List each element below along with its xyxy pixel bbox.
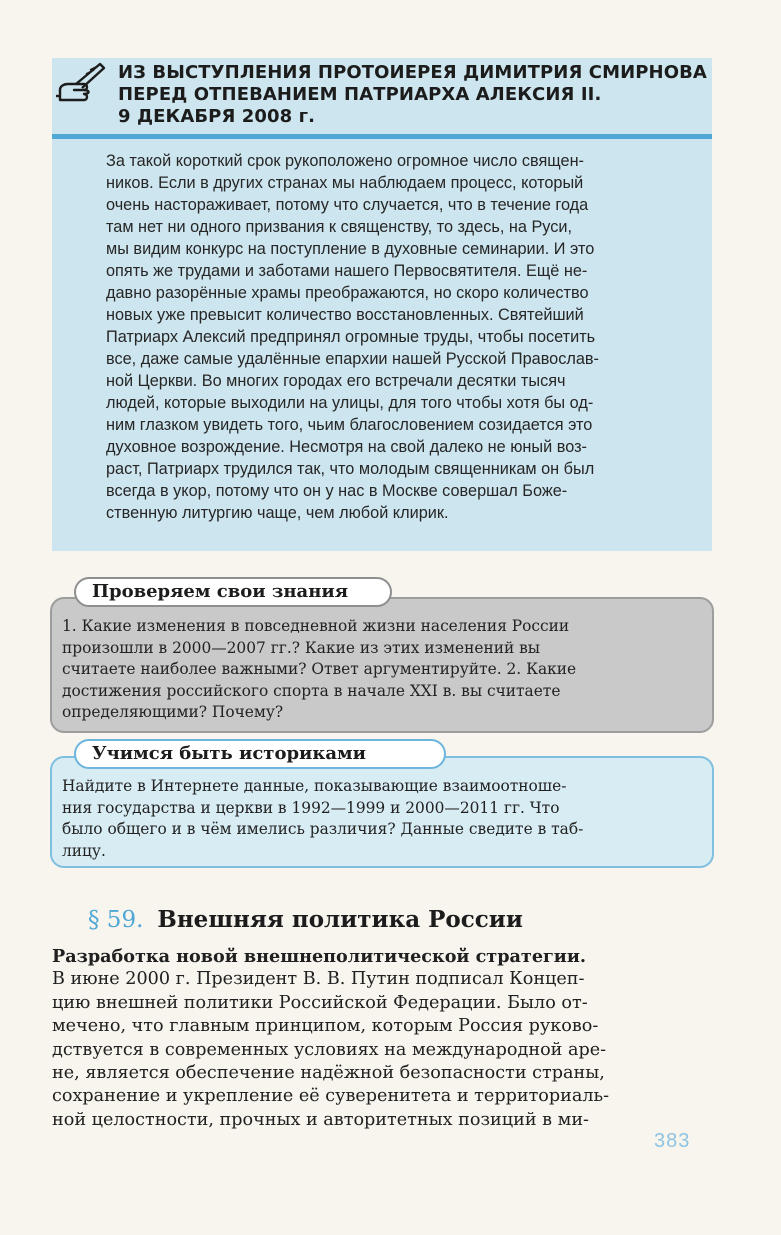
source-text-line: мы видим конкурс на поступление в духовные семинарии. И это: [106, 240, 595, 258]
source-title-line: ПЕРЕД ОТПЕВАНИЕМ ПАТРИАРХА АЛЕКСИЯ II.: [118, 84, 602, 105]
check-knowledge-line: произошли в 2000—2007 гг.? Какие из этих изменений вы: [62, 638, 541, 657]
source-text-line: там нет ни одного призвания к священству, то здесь, на Руси,: [106, 218, 573, 236]
learn-historian-line: лицу.: [62, 841, 106, 860]
check-knowledge-text: [62, 616, 702, 724]
source-text-line: раст, Патриарх трудился так, что молодым священникам он был: [106, 460, 595, 478]
section-text-line: цию внешней политики Российской Федерации. Было от-: [52, 992, 588, 1013]
section-heading: [88, 905, 523, 935]
source-title-line: ИЗ ВЫСТУПЛЕНИЯ ПРОТОИЕРЕЯ ДИМИТРИЯ СМИРНОВА: [118, 62, 707, 83]
check-knowledge-line: считаете наиболее важными? Ответ аргументируйте. 2. Какие: [62, 660, 577, 678]
check-knowledge-line: 1. Какие изменения в повседневной жизни населения России: [62, 617, 570, 635]
source-quote-text: [106, 150, 716, 524]
learn-historian-label: Учимся быть историками: [74, 739, 446, 769]
learn-historian-line: Найдите в Интернете данные, показывающие взаимоотноше-: [62, 777, 567, 795]
source-text-line: людей, которые выходили на улицы, для того чтобы хотя бы од-: [106, 394, 594, 412]
source-text-line: За такой короткий срок рукоположено огромное число священ-: [106, 152, 584, 170]
source-text-line: новых уже превысит количество восстановленных. Святейший: [106, 306, 584, 324]
check-knowledge-label: Проверяем свои знания: [74, 577, 392, 607]
section-text-line: мечено, что главным принципом, которым Россия руково-: [52, 1016, 599, 1037]
section-text-line: не, является обеспечение надёжной безопасности страны,: [52, 1063, 605, 1084]
section-text-line: сохранение и укрепление её суверенитета и территориаль-: [52, 1086, 610, 1107]
source-text-line: Патриарх Алексий предпринял огромные труды, чтобы посетить: [106, 328, 596, 346]
source-text-line: все, даже самые удалённые епархии нашей Русской Православ-: [106, 350, 599, 368]
source-text-line: ной Церкви. Во многих городах его встречали десятки тысяч: [106, 372, 566, 390]
source-text-line: всегда в укор, потому что он у нас в Москве совершал Боже-: [106, 482, 568, 500]
section-text-line: В июне 2000 г. Президент В. В. Путин подписал Концеп-: [52, 969, 585, 990]
section-text-line: ной целостности, прочных и авторитетных позиций в ми-: [52, 1109, 589, 1130]
check-knowledge-line: определяющими? Почему?: [62, 703, 284, 721]
section-text-line: дствуется в современных условиях на международной аре-: [52, 1039, 607, 1060]
section-number: § 59.: [88, 907, 144, 933]
check-knowledge-line: достижения российского спорта в начале XXI в. вы считаете: [62, 681, 561, 700]
source-text-line: давно разорённые храмы преображаются, но скоро количество: [106, 284, 589, 302]
section-lead: Разработка новой внешнеполитической стратегии.: [52, 946, 587, 967]
quill-hand-icon: [54, 60, 106, 104]
source-title: [118, 62, 708, 128]
source-text-line: ников. Если в других странах мы наблюдаем процесс, который: [106, 174, 584, 192]
source-text-line: духовное возрождение. Несмотря на свой далеко не юный воз-: [106, 438, 587, 456]
page-number: 383: [654, 1130, 691, 1152]
section-title: Внешняя политика России: [157, 906, 523, 933]
source-text-line: опять же трудами и заботами нашего Первосвятителя. Ещё не-: [106, 262, 588, 280]
source-text-line: очень настораживает, потому что случается, что в течение года: [106, 196, 589, 214]
learn-historian-text: [62, 776, 702, 862]
source-title-line: 9 ДЕКАБРЯ 2008 г.: [118, 106, 316, 127]
source-text-line: ним глазком увидеть того, чьим благословением созидается это: [106, 416, 593, 434]
source-text-line: ственную литургию чаще, чем любой клирик.: [106, 504, 449, 522]
section-body-text: [52, 945, 717, 1132]
learn-historian-line: было общего и в чём имелись различия? Данные сведите в таб-: [62, 820, 584, 838]
learn-historian-line: ния государства и церкви в 1992—1999 и 2000—2011 гг. Что: [62, 798, 560, 817]
